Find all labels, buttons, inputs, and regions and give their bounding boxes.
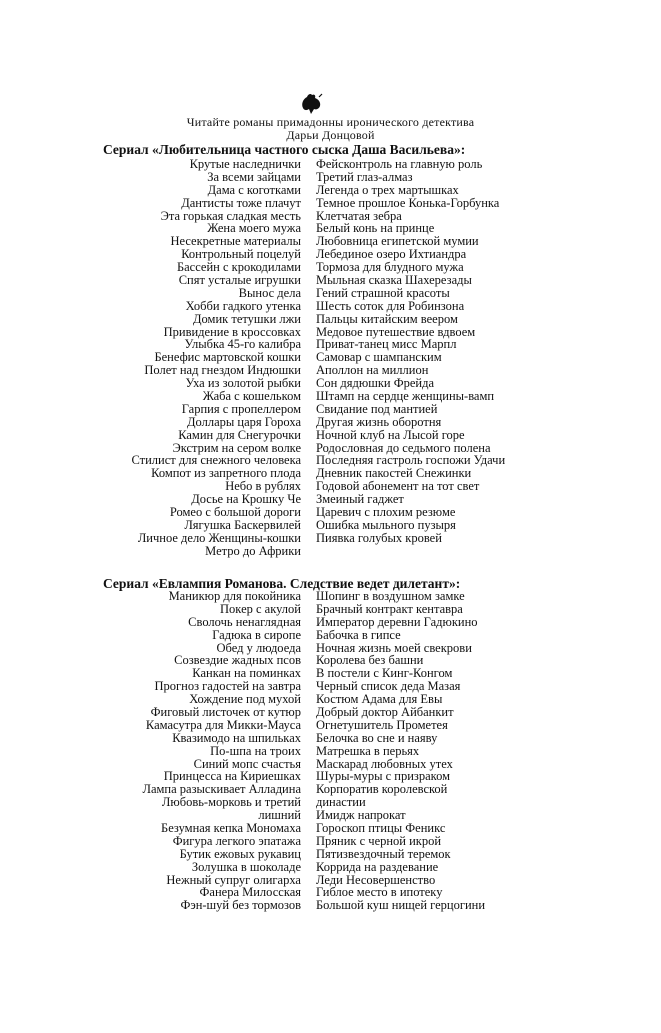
book-title: Хобби гадкого утенка: [185, 298, 301, 313]
book-title: По-шпа на троих: [210, 743, 301, 758]
series-title-dasha: Сериал «Любительница частного сыска Даша Васильева»:: [103, 142, 466, 157]
series-evlampia-left-column: [142, 590, 301, 912]
book-title: Нежный супруг олигарха: [166, 872, 301, 887]
book-title: Квазимодо на шпильках: [172, 730, 301, 745]
book-title: Личное дело Женщины-кошки: [137, 530, 301, 545]
book-title: Досье на Крошку Че: [191, 492, 301, 507]
book-title: Свидание под мантией: [316, 401, 438, 416]
book-title: Уха из золотой рыбки: [185, 376, 301, 391]
book-title: Прогноз гадостей на завтра: [154, 679, 301, 694]
book-title: Брачный контракт кентавра: [316, 601, 463, 616]
book-title: лишний: [258, 808, 301, 823]
book-title: Полет над гнездом Индюшки: [144, 363, 301, 378]
book-title: Фейсконтроль на главную роль: [316, 157, 483, 171]
book-title: Коррида на раздевание: [316, 859, 439, 874]
book-title: Дневник пакостей Снежинки: [316, 466, 472, 481]
book-title: Спят усталые игрушки: [178, 273, 301, 288]
book-title: Лягушка Баскервилей: [184, 517, 301, 532]
book-title: Любовница египетской мумии: [316, 234, 479, 249]
book-title: Лебединое озеро Ихтиандра: [316, 247, 467, 262]
intro-text: Читайте романы примадонны иронического детектива: [186, 115, 475, 129]
book-title: Гороскоп птицы Феникс: [316, 821, 446, 836]
book-title: Гиблое место в ипотеку: [316, 885, 443, 900]
book-title: Эта горькая сладкая месть: [160, 208, 301, 223]
book-title: Доллары царя Гороха: [187, 414, 301, 429]
book-title: Темное прошлое Конька-Горбунка: [316, 195, 500, 210]
book-title: Сон дядюшки Фрейда: [316, 376, 434, 391]
book-title: Несекретные материалы: [170, 234, 301, 249]
book-title: династии: [316, 795, 366, 810]
book-title: Последняя гастроль госпожи Удачи: [316, 453, 506, 468]
book-title: Королева без башни: [316, 653, 424, 668]
book-title: Мыльная сказка Шахерезады: [316, 273, 472, 288]
book-title: В постели с Кинг-Конгом: [316, 666, 453, 681]
book-title: Маникюр для покойника: [168, 589, 301, 603]
book-title: Корпоратив королевской: [316, 782, 448, 797]
book-title: Обед у людоеда: [216, 640, 301, 655]
book-title: Стилист для снежного человека: [131, 453, 301, 468]
book-title: Бенефис мартовской кошки: [154, 350, 301, 365]
book-title: Матрешка в перьях: [316, 743, 420, 758]
book-title: Большой куш нищей герцогини: [316, 898, 486, 913]
book-title: Ночная жизнь моей свекрови: [316, 640, 472, 655]
book-title: Черный список деда Мазая: [316, 679, 461, 694]
series-dasha-left-column: [131, 158, 301, 558]
book-title: Император деревни Гадюкино: [316, 614, 478, 629]
book-title: Канкан на поминках: [192, 666, 301, 681]
book-title: Белочка во сне и наяву: [316, 730, 438, 745]
book-title: Созвездие жадных псов: [174, 653, 301, 668]
book-title: Пятизвездочный теремок: [316, 846, 451, 861]
book-title: Хождение под мухой: [189, 692, 301, 707]
book-title: Шуры-муры с призраком: [316, 769, 451, 784]
book-title: Ромео с большой дороги: [169, 505, 301, 520]
book-title: Медовое путешествие вдвоем: [316, 324, 476, 339]
book-title: Фанера Милосская: [199, 885, 301, 900]
book-title: Змеиный гаджет: [316, 492, 404, 507]
book-title: Гадюка в сиропе: [212, 627, 301, 642]
book-title: Ошибка мыльного пузыря: [316, 517, 456, 532]
book-title: Гений страшной красоты: [316, 285, 450, 300]
book-title: Фигура легкого эпатажа: [172, 833, 301, 848]
book-title: Покер с акулой: [220, 601, 301, 616]
book-title: Гарпия с пропеллером: [181, 401, 301, 416]
book-title: Камасутра для Микки-Мауса: [145, 717, 301, 732]
book-title: Синий мопс счастья: [193, 756, 301, 771]
book-title: Тормоза для блудного мужа: [316, 260, 464, 275]
book-title: Родословная до седьмого полена: [316, 440, 491, 455]
book-title: Бутик ежовых рукавиц: [179, 846, 301, 861]
book-title: Лампа разыскивает Алладина: [142, 782, 301, 797]
book-title: Вынос дела: [238, 285, 301, 300]
book-title: Третий глаз-алмаз: [316, 169, 413, 184]
book-title: Золушка в шоколаде: [191, 859, 301, 874]
book-title: Улыбка 45-го калибра: [184, 337, 301, 352]
book-title: Леди Несовершенство: [316, 872, 436, 887]
author-name: Дарьи Донцовой: [286, 128, 375, 142]
book-title: Дантисты тоже плачут: [181, 195, 301, 210]
series-evlampia-right-column: [316, 590, 485, 912]
book-title: Любовь-морковь и третий: [161, 795, 301, 810]
book-title: Легенда о трех мартышках: [316, 182, 459, 197]
book-title: Пиявка голубых кровей: [316, 530, 442, 545]
book-title: За всеми зайцами: [207, 169, 301, 184]
book-title: Аполлон на миллион: [316, 363, 429, 378]
book-title: Экстрим на сером волке: [172, 440, 301, 455]
book-title: Контрольный поцелуй: [181, 247, 301, 262]
book-title: Привидение в кроссовках: [163, 324, 301, 339]
book-title: Белый конь на принце: [316, 221, 435, 236]
book-title: Дама с коготками: [207, 182, 301, 197]
book-title: Безумная кепка Мономаха: [161, 821, 301, 836]
book-title: Клетчатая зебра: [316, 208, 402, 223]
book-title: Фэн-шуй без тормозов: [180, 898, 301, 913]
book-title: Принцесса на Кириешках: [163, 769, 301, 784]
book-title: Самовар с шампанским: [316, 350, 442, 365]
book-title: Камин для Снегурочки: [178, 427, 301, 442]
book-title: Шесть соток для Робинзона: [316, 298, 465, 313]
series-dasha-right-column: [316, 158, 505, 545]
book-title: Другая жизнь оборотня: [316, 414, 442, 429]
book-title: Годовой абонемент на тот свет: [316, 479, 480, 494]
book-title: Крутые наследнички: [189, 157, 301, 171]
book-title: Добрый доктор Айбанкит: [316, 705, 454, 720]
book-title: Приват-танец мисс Марпл: [316, 337, 457, 352]
book-title: Фиговый листочек от кутюр: [150, 705, 301, 720]
book-title: Имидж напрокат: [316, 808, 406, 823]
book-title: Метро до Африки: [205, 543, 301, 558]
book-title: Ночной клуб на Лысой горе: [316, 427, 465, 442]
series-title-evlampia: Сериал «Евлампия Романова. Следствие ведет дилетант»:: [103, 576, 461, 591]
book-title: Костюм Адама для Евы: [316, 692, 443, 707]
book-title: Шопинг в воздушном замке: [316, 589, 465, 603]
book-title: Жена моего мужа: [207, 221, 301, 236]
book-title: Штамп на сердце женщины-вамп: [316, 389, 495, 404]
book-title: Бабочка в гипсе: [316, 627, 401, 642]
book-title: Домик тетушки лжи: [193, 311, 301, 326]
book-title: Компот из запретного плода: [151, 466, 301, 481]
book-title: Пряник с черной икрой: [316, 833, 442, 848]
book-title: Бассейн с крокодилами: [176, 260, 301, 275]
book-title: Небо в рублях: [225, 479, 301, 494]
dog-silhouette-icon: [298, 92, 324, 116]
book-title: Огнетушитель Прометея: [316, 717, 448, 732]
book-title: Жаба с кошельком: [202, 389, 301, 404]
book-title: Царевич с плохим резюме: [316, 505, 456, 520]
book-title: Маскарад любовных утех: [316, 756, 453, 771]
book-title: Пальцы китайским веером: [316, 311, 458, 326]
book-title: Сволочь ненаглядная: [188, 614, 301, 629]
